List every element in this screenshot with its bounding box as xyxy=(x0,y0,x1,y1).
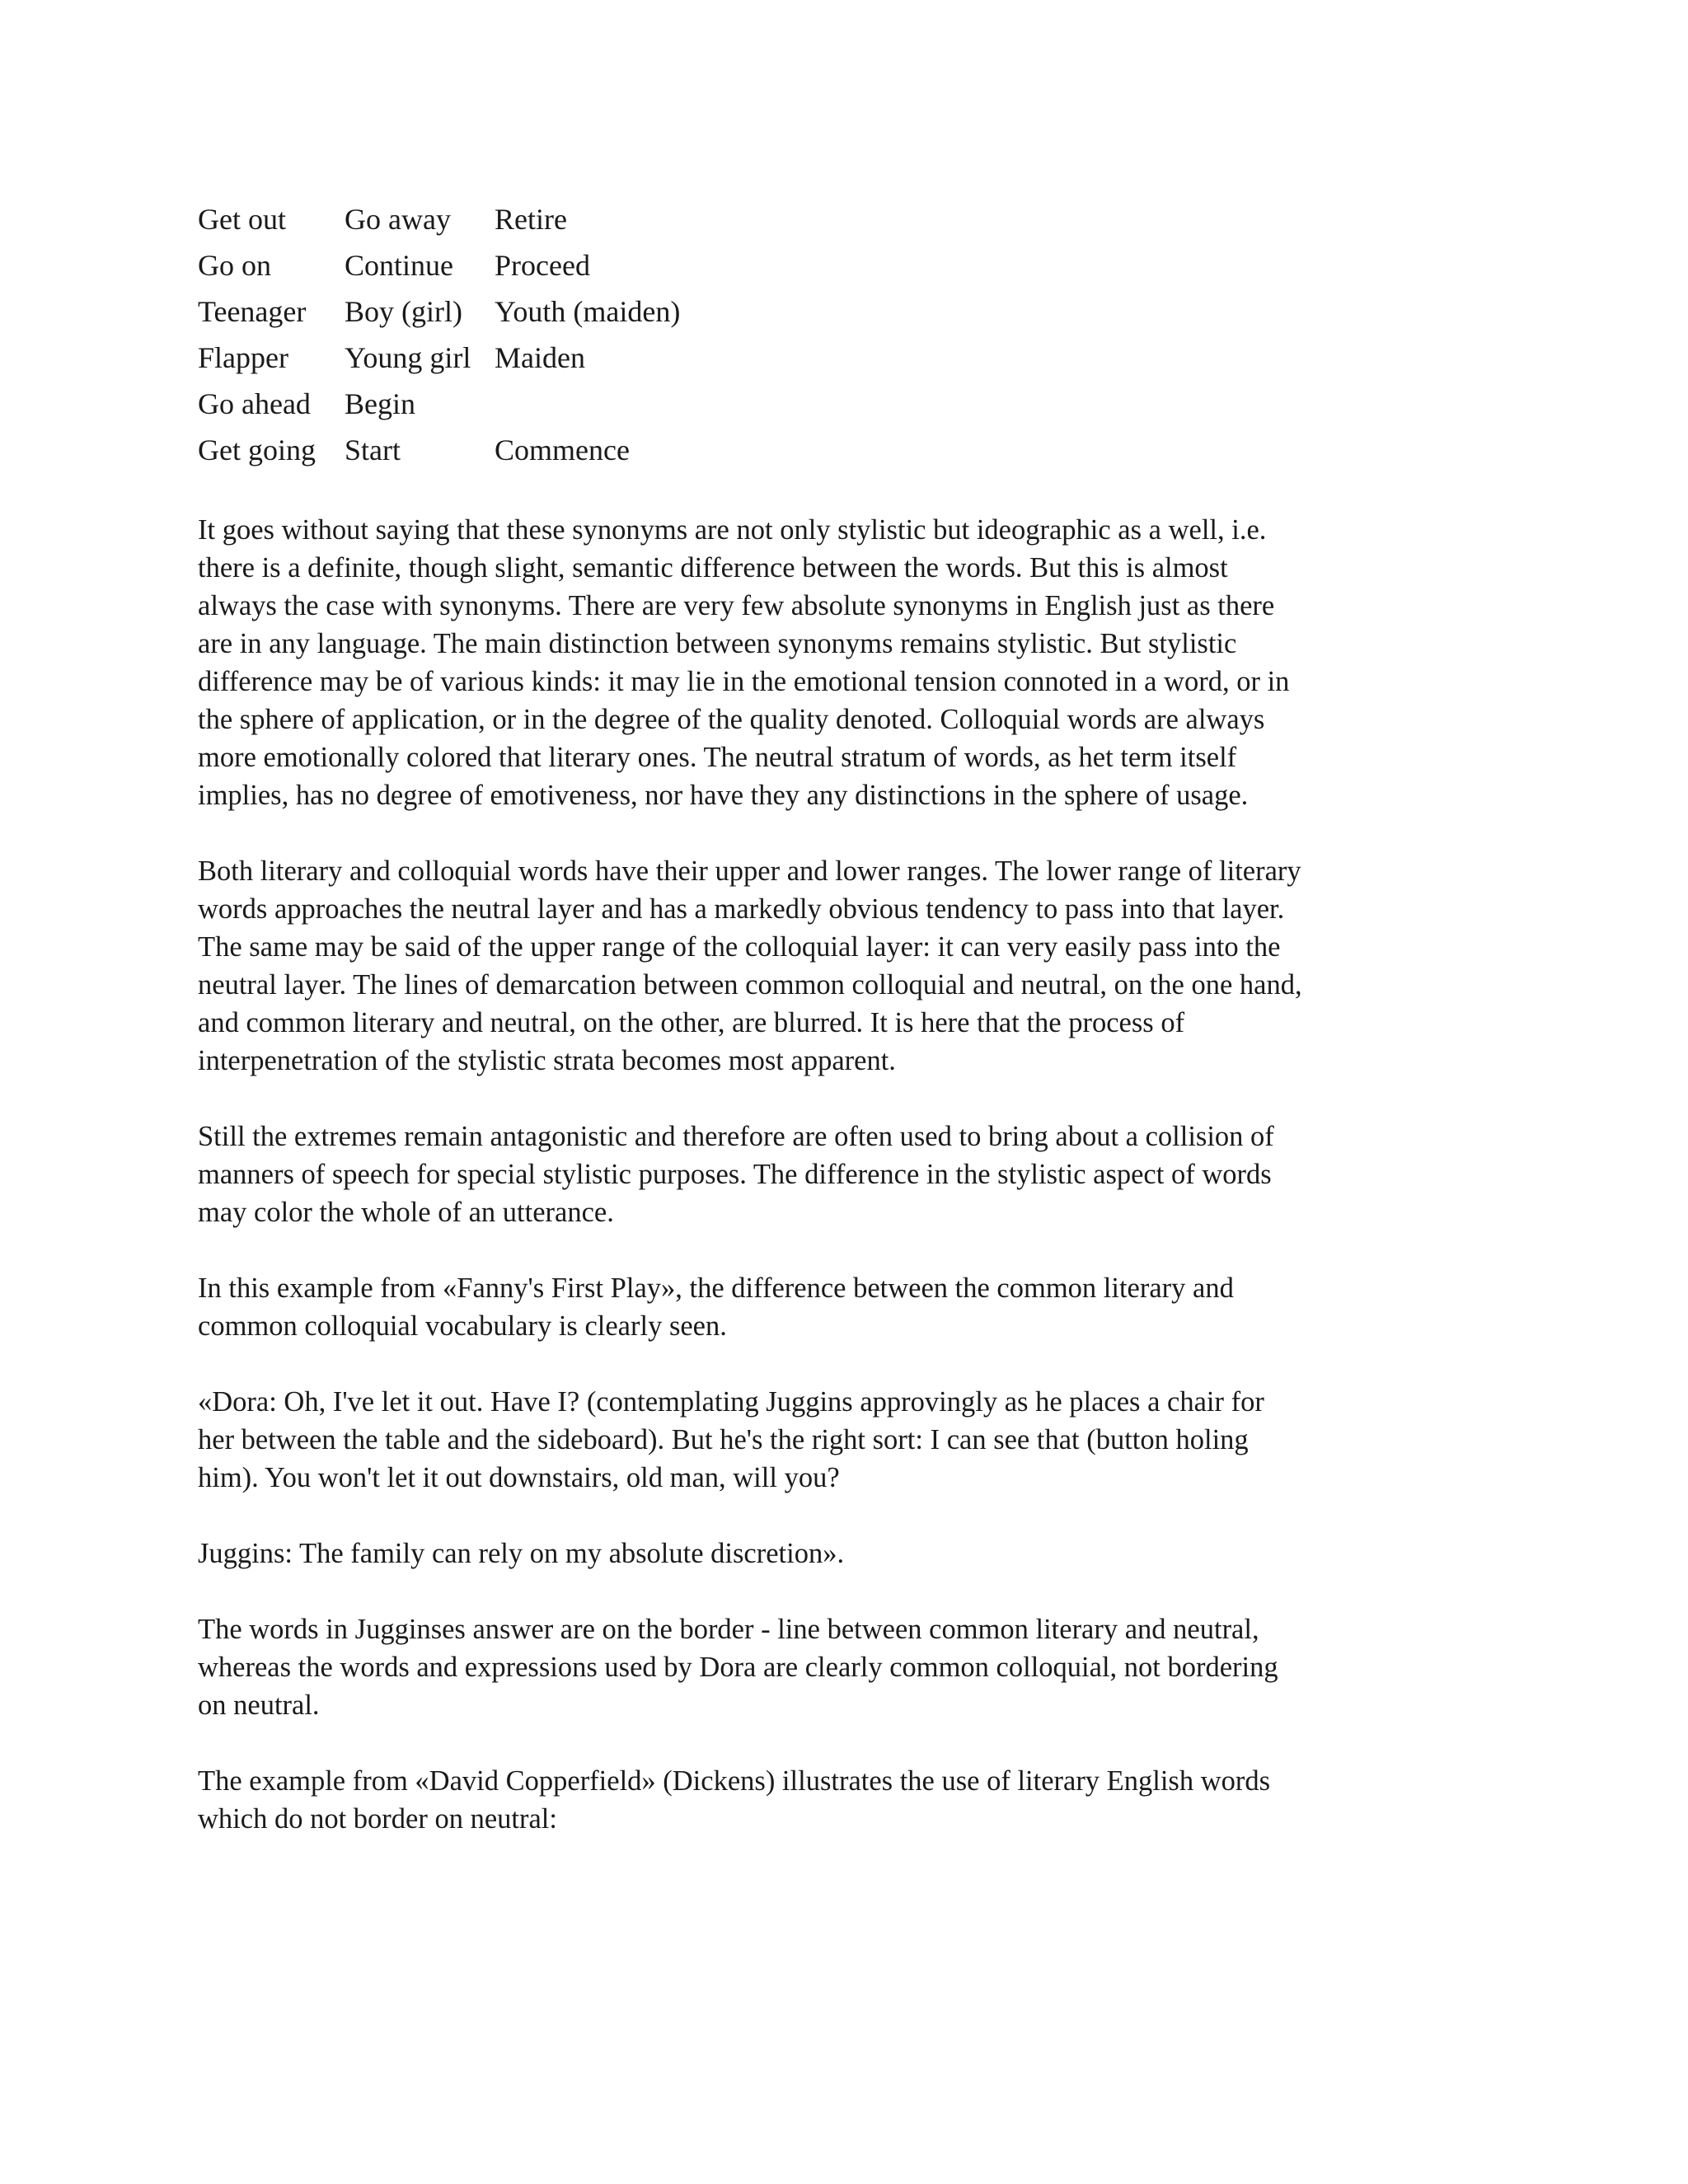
paragraph-spacer xyxy=(198,473,1484,511)
synonym-table-body xyxy=(198,196,680,473)
text-line: The same may be said of the upper range of the colloquial layer: it can very easily pass into the xyxy=(198,931,1281,963)
colloquial-word: Get out xyxy=(198,203,286,236)
paragraph-spacer xyxy=(198,1080,1484,1118)
literary-word: Maiden xyxy=(495,341,585,374)
literary-word: Retire xyxy=(495,203,567,236)
literary-word: Commence xyxy=(495,434,630,466)
text-line: there is a definite, though slight, semantic difference between the words. But this is almost xyxy=(198,552,1228,583)
neutral-word: Young girl xyxy=(345,341,471,374)
synonym-row xyxy=(198,335,680,381)
text-line: common colloquial vocabulary is clearly seen. xyxy=(198,1310,727,1342)
text-line: on neutral. xyxy=(198,1690,320,1721)
paragraph xyxy=(198,1118,1484,1231)
paragraph-spacer xyxy=(198,1231,1484,1269)
paragraph-spacer xyxy=(198,814,1484,852)
text-line: interpenetration of the stylistic strata becomes most apparent. xyxy=(198,1045,896,1076)
paragraph xyxy=(198,1535,1484,1572)
literary-word: Youth (maiden) xyxy=(495,295,681,328)
text-line: Still the extremes remain antagonistic and therefore are often used to bring about a collision of xyxy=(198,1121,1274,1152)
paragraph xyxy=(198,511,1484,814)
synonym-row xyxy=(198,381,680,427)
synonym-table xyxy=(198,196,680,473)
paragraph xyxy=(198,1762,1484,1838)
neutral-word: Boy (girl) xyxy=(345,295,462,328)
colloquial-word: Go ahead xyxy=(198,387,311,420)
colloquial-word: Flapper xyxy=(198,341,288,374)
neutral-word: Start xyxy=(345,434,401,466)
text-line: manners of speech for special stylistic purposes. The difference in the stylistic aspect of words xyxy=(198,1159,1272,1190)
paragraph xyxy=(198,1383,1484,1497)
colloquial-word: Go on xyxy=(198,249,271,282)
paragraph-spacer xyxy=(198,1572,1484,1610)
colloquial-word: Teenager xyxy=(198,295,307,328)
literary-word xyxy=(495,381,680,427)
paragraph-spacer xyxy=(198,1724,1484,1762)
text-line: more emotionally colored that literary ones. The neutral stratum of words, as het term itself xyxy=(198,742,1237,773)
paragraph-spacer xyxy=(198,1497,1484,1535)
text-line: may color the whole of an utterance. xyxy=(198,1197,614,1228)
text-line: In this example from «Fanny's First Play», the difference between the common literary and xyxy=(198,1272,1234,1304)
text-line: the sphere of application, or in the degree of the quality denoted. Colloquial words are always xyxy=(198,704,1265,735)
paragraph-spacer xyxy=(198,1345,1484,1383)
synonym-row xyxy=(198,242,680,288)
synonym-row xyxy=(198,427,680,473)
page-content xyxy=(198,196,1484,1838)
text-line: The words in Jugginses answer are on the border - line between common literary and neutral, xyxy=(198,1614,1259,1645)
neutral-word: Continue xyxy=(345,249,453,282)
paragraph xyxy=(198,852,1484,1080)
text-line: are in any language. The main distinction between synonyms remains stylistic. But stylistic xyxy=(198,628,1237,659)
text-line: It goes without saying that these synonyms are not only stylistic but ideographic as a well, i.e. xyxy=(198,514,1267,546)
text-line: The example from «David Copperfield» (Dickens) illustrates the use of literary English words xyxy=(198,1765,1271,1797)
text-line: Juggins: The family can rely on my absolute discretion». xyxy=(198,1538,845,1569)
text-line: which do not border on neutral: xyxy=(198,1803,557,1835)
text-line: always the case with synonyms. There are very few absolute synonyms in English just as there xyxy=(198,590,1275,621)
text-line: whereas the words and expressions used by Dora are clearly common colloquial, not bordering xyxy=(198,1652,1278,1683)
neutral-word: Go away xyxy=(345,203,451,236)
text-line: Both literary and colloquial words have their upper and lower ranges. The lower range of literary xyxy=(198,855,1301,887)
text-line: words approaches the neutral layer and has a markedly obvious tendency to pass into that layer. xyxy=(198,893,1285,925)
neutral-word: Begin xyxy=(345,387,415,420)
text-line: him). You won't let it out downstairs, old man, will you? xyxy=(198,1462,840,1493)
text-line: and common literary and neutral, on the other, are blurred. It is here that the process of xyxy=(198,1007,1185,1038)
text-line: implies, has no degree of emotiveness, nor have they any distinctions in the sphere of usage. xyxy=(198,780,1249,811)
paragraph xyxy=(198,1610,1484,1724)
literary-word: Proceed xyxy=(495,249,590,282)
synonym-row xyxy=(198,196,680,242)
paragraph xyxy=(198,1269,1484,1345)
body-text xyxy=(198,473,1484,1838)
colloquial-word: Get going xyxy=(198,434,316,466)
text-line: her between the table and the sideboard). But he's the right sort: I can see that (button holing xyxy=(198,1424,1249,1455)
text-line: neutral layer. The lines of demarcation between common colloquial and neutral, on the one hand, xyxy=(198,969,1302,1001)
synonym-row xyxy=(198,288,680,335)
text-line: difference may be of various kinds: it may lie in the emotional tension connoted in a word, or in xyxy=(198,666,1290,697)
text-line: «Dora: Oh, I've let it out. Have I? (contemplating Juggins approvingly as he places a chair for xyxy=(198,1386,1264,1418)
